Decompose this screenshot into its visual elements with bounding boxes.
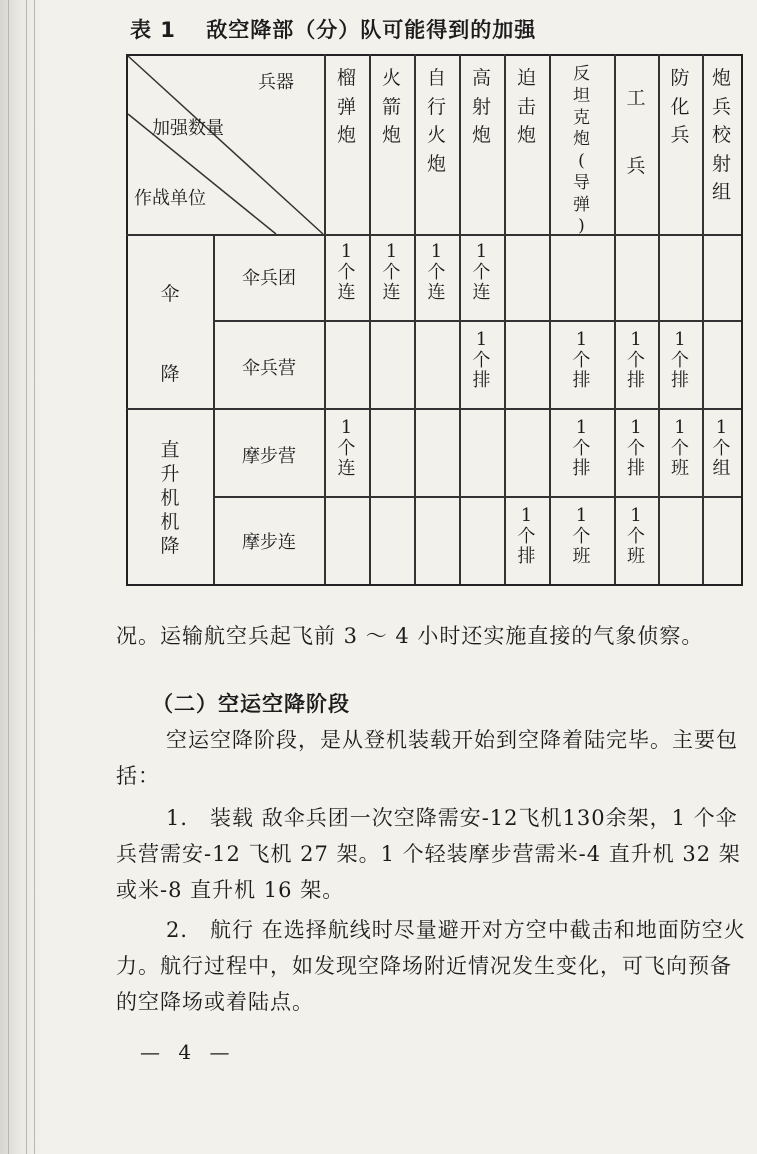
column-line — [414, 54, 416, 584]
column-line — [459, 54, 461, 584]
unit-label: 伞兵营 — [242, 358, 296, 379]
column-line — [549, 54, 551, 584]
table-cell: 1 个 排 — [517, 505, 536, 568]
column-header: 高 射 炮 — [471, 67, 491, 146]
table-cell: 1 个 排 — [472, 329, 491, 392]
paragraph: 况。运输航空兵起飞前 3 ～ 4 小时还实施直接的气象侦察。 — [116, 624, 704, 648]
spine-edge — [26, 0, 27, 1154]
column-line — [369, 54, 371, 584]
column-header: 迫 击 炮 — [516, 67, 536, 146]
column-line — [213, 236, 215, 584]
paragraph: 空运空降阶段，是从登机装载开始到空降着陆完毕。主要包括： — [116, 728, 738, 788]
unit-label: 摩步连 — [242, 532, 296, 553]
header-label-reinforcement: 加强数量 — [152, 118, 224, 139]
table-cell: 1 个 组 — [712, 417, 731, 480]
column-header: 防 化 兵 — [670, 67, 690, 146]
table-cell: 1 个 排 — [572, 417, 591, 480]
table-cell: 1 个 排 — [572, 329, 591, 392]
column-line — [324, 54, 326, 584]
row-line — [213, 496, 741, 498]
table-cell: 1 个 连 — [337, 417, 356, 480]
table-cell: 1 个 连 — [427, 241, 446, 304]
column-header: 工 兵 — [626, 87, 646, 178]
table-caption — [130, 14, 750, 44]
table-cell: 1 个 班 — [627, 505, 645, 568]
row-line — [213, 320, 741, 322]
group-label-helicopter: 直 升 机 机 降 — [160, 439, 180, 557]
spine-edge — [34, 0, 35, 1154]
table-title: 敌空降部（分）队可能得到的加强 — [206, 18, 537, 42]
column-header: 反 坦 克 炮 ( 导 弹 ) — [573, 64, 590, 237]
column-header: 榴 弹 炮 — [336, 67, 356, 146]
column-line — [504, 54, 506, 584]
table-number: 表 1 — [130, 18, 176, 42]
column-header: 自 行 火 炮 — [426, 67, 446, 175]
header-label-weapons: 兵器 — [258, 72, 294, 93]
paragraph: 1． 装载 敌伞兵团一次空降需安-12飞机130余架，1 个伞兵营需安-12 飞机 27 架。1 个轻装摩步营需米-4 直升机 32 架或米-8 直升机 16 架。 — [116, 806, 741, 902]
table-cell: 1 个 排 — [671, 329, 689, 392]
spine-edge — [8, 0, 9, 1154]
unit-label: 摩步营 — [242, 446, 296, 467]
table-cell: 1 个 排 — [627, 329, 645, 392]
table-cell: 1 个 排 — [627, 417, 645, 480]
table-cell: 1 个 班 — [671, 417, 689, 480]
row-line — [126, 408, 741, 410]
table-cell: 1 个 连 — [382, 241, 401, 304]
table-cell: 1 个 连 — [472, 241, 491, 304]
book-spine — [0, 0, 42, 1154]
column-header: 火 箭 炮 — [381, 67, 401, 146]
page-number: — 4 — — [140, 1040, 236, 1064]
row-line — [126, 234, 741, 236]
group-label-parachute: 伞 降 — [160, 283, 180, 385]
column-header: 炮 兵 校 射 组 — [711, 67, 731, 203]
table-cell: 1 个 班 — [572, 505, 591, 568]
header-label-unit: 作战单位 — [134, 188, 206, 209]
section-heading: （二）空运空降阶段 — [152, 692, 350, 716]
table-cell: 1 个 连 — [337, 241, 356, 304]
paragraph: 2． 航行 在选择航线时尽量避开对方空中截击和地面防空火力。航行过程中，如发现空降场附近情况发生变化，可飞向预备的空降场或着陆点。 — [116, 918, 746, 1014]
unit-label: 伞兵团 — [242, 268, 296, 289]
reinforcement-table — [126, 54, 743, 586]
